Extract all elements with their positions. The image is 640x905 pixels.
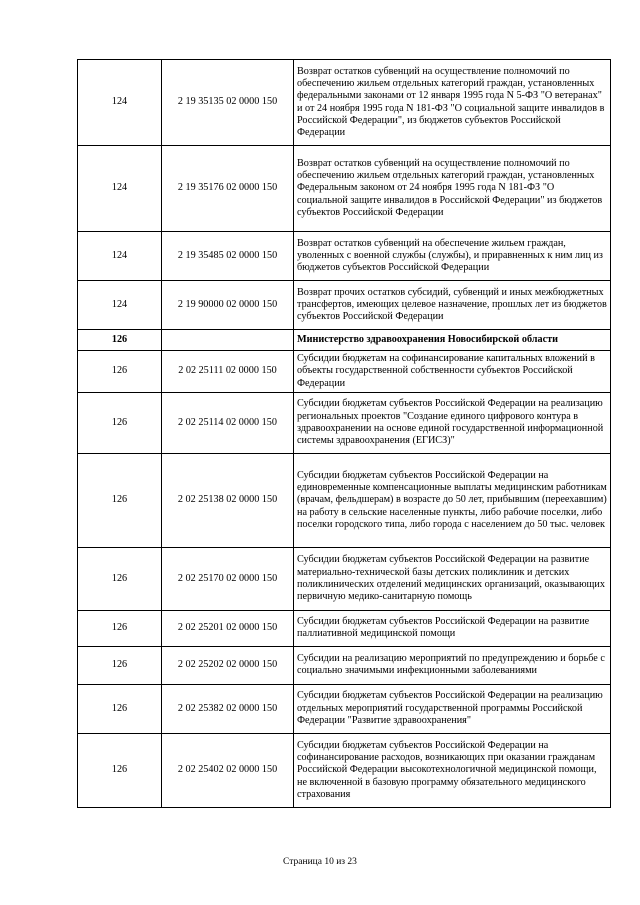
budget-code-cell: 2 02 25114 02 0000 150	[162, 392, 294, 453]
table-row	[78, 232, 611, 281]
table-row	[78, 547, 611, 610]
table-row	[78, 610, 611, 646]
description-cell: Возврат остатков субвенций на осуществление полномочий по обеспечению жильем отдельных категорий граждан, установленных Федеральным законом от 24 ноября 1995 года N 181-ФЗ "О социальной защите инвалидов в Российской Федерации" из бюджетов субъектов Российской Федерации	[294, 146, 611, 232]
description-cell: Возврат прочих остатков субсидий, субвенций и иных межбюджетных трансфертов, имеющих целевое назначение, прошлых лет из бюджетов субъектов Российской Федерации	[294, 281, 611, 330]
description-cell: Субсидии бюджетам субъектов Российской Федерации на развитие материально-технической базы детских поликлиник и детских поликлинических отделений медицинских организаций, оказывающих первичную медико-санитарную помощь	[294, 547, 611, 610]
table-row	[78, 392, 611, 453]
table-row	[78, 351, 611, 393]
table-row	[78, 453, 611, 547]
admin-code-cell: 124	[78, 146, 162, 232]
table-row	[78, 684, 611, 733]
budget-code-cell: 2 19 35485 02 0000 150	[162, 232, 294, 281]
section-title-cell: Министерство здравоохранения Новосибирской области	[294, 330, 611, 351]
admin-code-cell: 126	[78, 646, 162, 684]
description-cell: Субсидии на реализацию мероприятий по предупреждению и борьбе с социально значимыми инфекционными заболеваниями	[294, 646, 611, 684]
budget-code-cell: 2 19 35176 02 0000 150	[162, 146, 294, 232]
description-cell: Возврат остатков субвенций на осуществление полномочий по обеспечению жильем отдельных категорий граждан, установленных федеральными законами от 12 января 1995 года N 5-ФЗ "О ветеранах" и от 24 ноября 1995 года N 181-ФЗ "О социальной защите инвалидов в Российской Федерации", из бюджетов субъектов Российской Федерации	[294, 60, 611, 146]
table-row	[78, 146, 611, 232]
budget-codes-table	[77, 59, 611, 808]
description-cell: Субсидии бюджетам субъектов Российской Федерации на реализацию отдельных мероприятий государственной программы Российской Федерации "Развитие здравоохранения"	[294, 684, 611, 733]
section-header-row	[78, 330, 611, 351]
description-cell: Субсидии бюджетам субъектов Российской Федерации на софинансирование расходов, возникающих при оказании гражданам Российской Федерации высокотехнологичной медицинской помощи, не включенной в базовую программу обязательного медицинского страхования	[294, 733, 611, 807]
budget-code-cell: 2 02 25202 02 0000 150	[162, 646, 294, 684]
budget-code-cell: 2 02 25111 02 0000 150	[162, 351, 294, 393]
description-cell: Возврат остатков субвенций на обеспечение жильем граждан, уволенных с военной службы (службы), и приравненных к ним лиц из бюджетов субъектов Российской Федерации	[294, 232, 611, 281]
admin-code-cell: 126	[78, 351, 162, 393]
budget-code-cell: 2 19 90000 02 0000 150	[162, 281, 294, 330]
budget-code-cell: 2 02 25201 02 0000 150	[162, 610, 294, 646]
budget-code-cell: 2 19 35135 02 0000 150	[162, 60, 294, 146]
budget-code-cell: 2 02 25170 02 0000 150	[162, 547, 294, 610]
page-number: Страница 10 из 23	[283, 857, 357, 867]
description-cell: Субсидии бюджетам субъектов Российской Федерации на единовременные компенсационные выплаты медицинским работникам (врачам, фельдшерам) в возрасте до 50 лет, прибывшим (переехавшим) на работу в сельские населенные пункты, либо рабочие поселки, либо поселки городского типа, либо города с населением до 50 тыс. человек	[294, 453, 611, 547]
admin-code-cell: 126	[78, 330, 162, 351]
budget-code-cell: 2 02 25402 02 0000 150	[162, 733, 294, 807]
table-row	[78, 646, 611, 684]
admin-code-cell: 124	[78, 232, 162, 281]
admin-code-cell: 126	[78, 392, 162, 453]
table-row	[78, 281, 611, 330]
admin-code-cell: 126	[78, 547, 162, 610]
table-row	[78, 733, 611, 807]
admin-code-cell: 126	[78, 733, 162, 807]
admin-code-cell: 124	[78, 281, 162, 330]
budget-code-cell: 2 02 25382 02 0000 150	[162, 684, 294, 733]
description-cell: Субсидии бюджетам на софинансирование капитальных вложений в объекты государственной собственности субъектов Российской Федерации	[294, 351, 611, 393]
admin-code-cell: 124	[78, 60, 162, 146]
admin-code-cell: 126	[78, 684, 162, 733]
description-cell: Субсидии бюджетам субъектов Российской Федерации на развитие паллиативной медицинской помощи	[294, 610, 611, 646]
table-row	[78, 60, 611, 146]
budget-code-cell: 2 02 25138 02 0000 150	[162, 453, 294, 547]
admin-code-cell: 126	[78, 453, 162, 547]
description-cell: Субсидии бюджетам субъектов Российской Федерации на реализацию региональных проектов "Создание единого цифрового контура в здравоохранении на основе единой государственной информационной системы здравоохранения (ЕГИСЗ)"	[294, 392, 611, 453]
budget-code-cell	[162, 330, 294, 351]
admin-code-cell: 126	[78, 610, 162, 646]
